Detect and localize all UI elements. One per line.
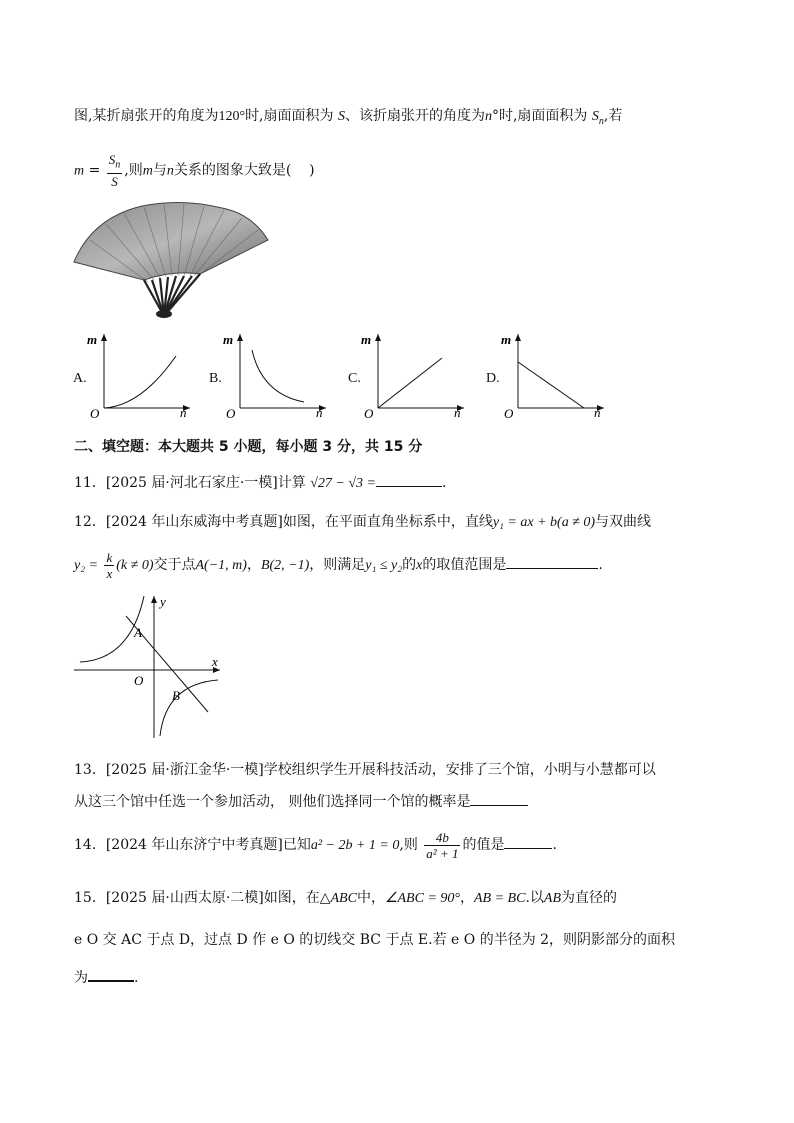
option-A-origin: O	[90, 406, 100, 420]
folding-fan-image	[72, 200, 272, 322]
q15-AB: AB	[543, 891, 562, 906]
option-B-graph	[222, 328, 332, 420]
q14-frac-num: 4b	[424, 830, 460, 846]
q12-figure	[70, 592, 230, 740]
q10-text-h: 关系的图象大致是(	[173, 162, 292, 179]
q10-Sn: S	[591, 109, 599, 124]
q12-fig-y-label: y	[160, 594, 166, 609]
q14-answer-blank[interactable]	[504, 834, 552, 849]
q12-text-5: 的	[402, 557, 417, 573]
q12-point-B: B(2, −1)	[260, 558, 310, 573]
option-D-graph	[500, 328, 610, 420]
option-C-origin: O	[364, 406, 374, 420]
q13-line1	[74, 760, 656, 780]
q12-number: 12．	[74, 514, 106, 530]
q10-Sn-sub: n	[598, 115, 604, 127]
option-A-y-label: m	[87, 332, 98, 347]
q10-n: n	[484, 109, 492, 124]
q14-source: [2024 年山东济宁中考真题]已知	[105, 837, 311, 853]
q10-text-f: ,则	[124, 162, 143, 179]
q15-line2	[74, 930, 675, 950]
q10-text-d: °时,扇面面积为	[491, 108, 588, 124]
q13-answer-blank[interactable]	[470, 791, 528, 806]
q12-y2: y₂ =	[74, 558, 99, 573]
option-C-graph	[360, 328, 470, 420]
q10-fraction	[107, 152, 123, 189]
q12-line1	[74, 512, 651, 533]
q10-text-a: 图,某折扇张开的角度为	[74, 108, 219, 124]
option-C-letter: C.	[348, 371, 361, 386]
q14-text-end: 的值是	[462, 837, 505, 853]
q12-inequality: y₁ ≤ y₂	[365, 558, 403, 573]
q14-fraction	[424, 830, 460, 861]
option-C-y-label: m	[361, 332, 372, 347]
q15-line3: 为 .	[74, 966, 138, 988]
q14: 14．[2024 年山东济宁中考真题]已知a² − 2b + 1 = 0,则 $\frac{4b}{\text{a² + 1}}$ 的值是 .	[74, 829, 557, 861]
q10-text-c: 、该折扇张开的角度为	[344, 108, 485, 124]
q12-fig-point-A: A	[134, 625, 142, 640]
q12-frac-den: x	[106, 565, 113, 581]
q15-number: 15．	[74, 890, 106, 906]
q10-eq: =	[88, 162, 101, 179]
q12-condition: (k ≠ 0)	[116, 558, 154, 573]
option-B-origin: O	[226, 406, 236, 420]
option-B-letter: B.	[209, 371, 222, 386]
q15-text-b: 中，	[356, 890, 385, 906]
q10-frac-num	[107, 152, 123, 174]
q12-text-1: [2024 年山东威海中考真题]如图，在平面直角坐标系中，直线	[105, 514, 493, 530]
q12-point-A: A(−1, m)	[195, 558, 247, 573]
q12-text-4: ，则满足	[309, 557, 366, 573]
q15-text-d: .以	[525, 890, 544, 906]
q15-triangle: ABC	[330, 891, 357, 906]
q15-text-3: 为	[74, 970, 88, 986]
q14-frac-den: a² + 1	[426, 845, 459, 861]
q12-text-2: 与双曲线	[595, 514, 652, 530]
q10-text-e: ,若	[603, 108, 623, 124]
option-D-x-label: n	[594, 405, 601, 420]
q12-line2: y₂ = $\frac{k}{x}$ (k ≠ 0)交于点A(−1, m)，B(2, −1)，则满足y₁ ≤ y₂的x的取值范围是 .	[74, 549, 603, 581]
q10-paren-close: )	[309, 162, 315, 179]
q10-m2: m	[142, 163, 153, 179]
q10-frac-num-S: S	[108, 152, 116, 167]
q12-x: x	[416, 558, 423, 573]
q15-line1	[74, 888, 617, 909]
q11-answer-blank[interactable]	[376, 472, 442, 487]
option-D-origin: O	[504, 406, 514, 420]
option-D-letter: D.	[486, 371, 500, 386]
q15-text-a: [2025 届·山西太原·二模]如图，在△	[105, 890, 331, 906]
q12-fraction	[104, 550, 114, 581]
q15-equality: AB = BC	[474, 891, 526, 906]
q11-expression: √27 − √3 =	[310, 476, 376, 491]
q12-text-3: 交于点	[153, 557, 196, 573]
q10-frac-num-sub: n	[115, 159, 121, 171]
q11-number: 11．	[74, 475, 106, 491]
q10-m: m	[74, 163, 85, 179]
q12-fig-x-label: x	[212, 654, 218, 669]
option-A-x-label: n	[180, 405, 187, 420]
option-B-x-label: n	[316, 405, 323, 420]
option-D-y-label: m	[501, 332, 512, 347]
option-A-graph	[86, 328, 196, 420]
q10-text-b: 时,扇面面积为	[245, 108, 334, 124]
q12-frac-num: k	[106, 549, 113, 565]
q11: 11．[2025 届·河北石家庄·一模]计算 √27 − √3 = .	[74, 472, 446, 494]
section-heading: 二、填空题：本大题共 5 小题，每小题 3 分，共 15 分	[74, 439, 423, 455]
q12-fig-point-B: B	[172, 688, 180, 703]
q15-text-e: 为直径的	[561, 890, 618, 906]
q10-n2: n	[166, 163, 174, 179]
q12-equation-1: y₁ = ax + b(a ≠ 0)	[492, 515, 596, 530]
q13-number: 13．	[74, 762, 106, 778]
q13-text-1: [2025 届·浙江金华·一模]学校组织学生开展科技活动，安排了三个馆，小明与小慧都可以	[105, 762, 656, 778]
q10-text-g: 与	[152, 162, 167, 179]
q10-line2	[74, 152, 315, 189]
q12-fig-origin: O	[134, 673, 144, 688]
option-A-letter: A.	[73, 371, 87, 386]
q12-text-6: 的取值范围是	[422, 557, 507, 573]
q11-source: [2025 届·河北石家庄·一模]计算	[105, 475, 306, 491]
q14-number: 14．	[74, 837, 106, 853]
option-B-y-label: m	[223, 332, 234, 347]
q14-text-mid: ,则	[399, 837, 418, 853]
q15-answer-blank[interactable]	[88, 966, 134, 982]
q14-condition: a² − 2b + 1 = 0	[310, 838, 400, 853]
q15-text-2: e O 交 AC 于点 D，过点 D 作 e O 的切线交 BC 于点 E.若 e O 的半径为 2，则阴影部分的面积	[74, 932, 676, 948]
q12-answer-blank[interactable]	[506, 554, 598, 569]
q13-text-2: 从这三个馆中任选一个参加活动， 则他们选择同一个馆的概率是	[74, 794, 471, 810]
option-C-x-label: n	[454, 405, 461, 420]
q10-line1	[74, 106, 622, 132]
q15-angle: ∠ABC = 90°	[384, 891, 460, 906]
q10-frac-den: S	[111, 173, 118, 189]
q13-line2	[74, 791, 528, 812]
q10-S: S	[337, 109, 345, 124]
q15-text-c: ，	[460, 890, 474, 906]
q10-angle: 120°	[218, 109, 246, 124]
